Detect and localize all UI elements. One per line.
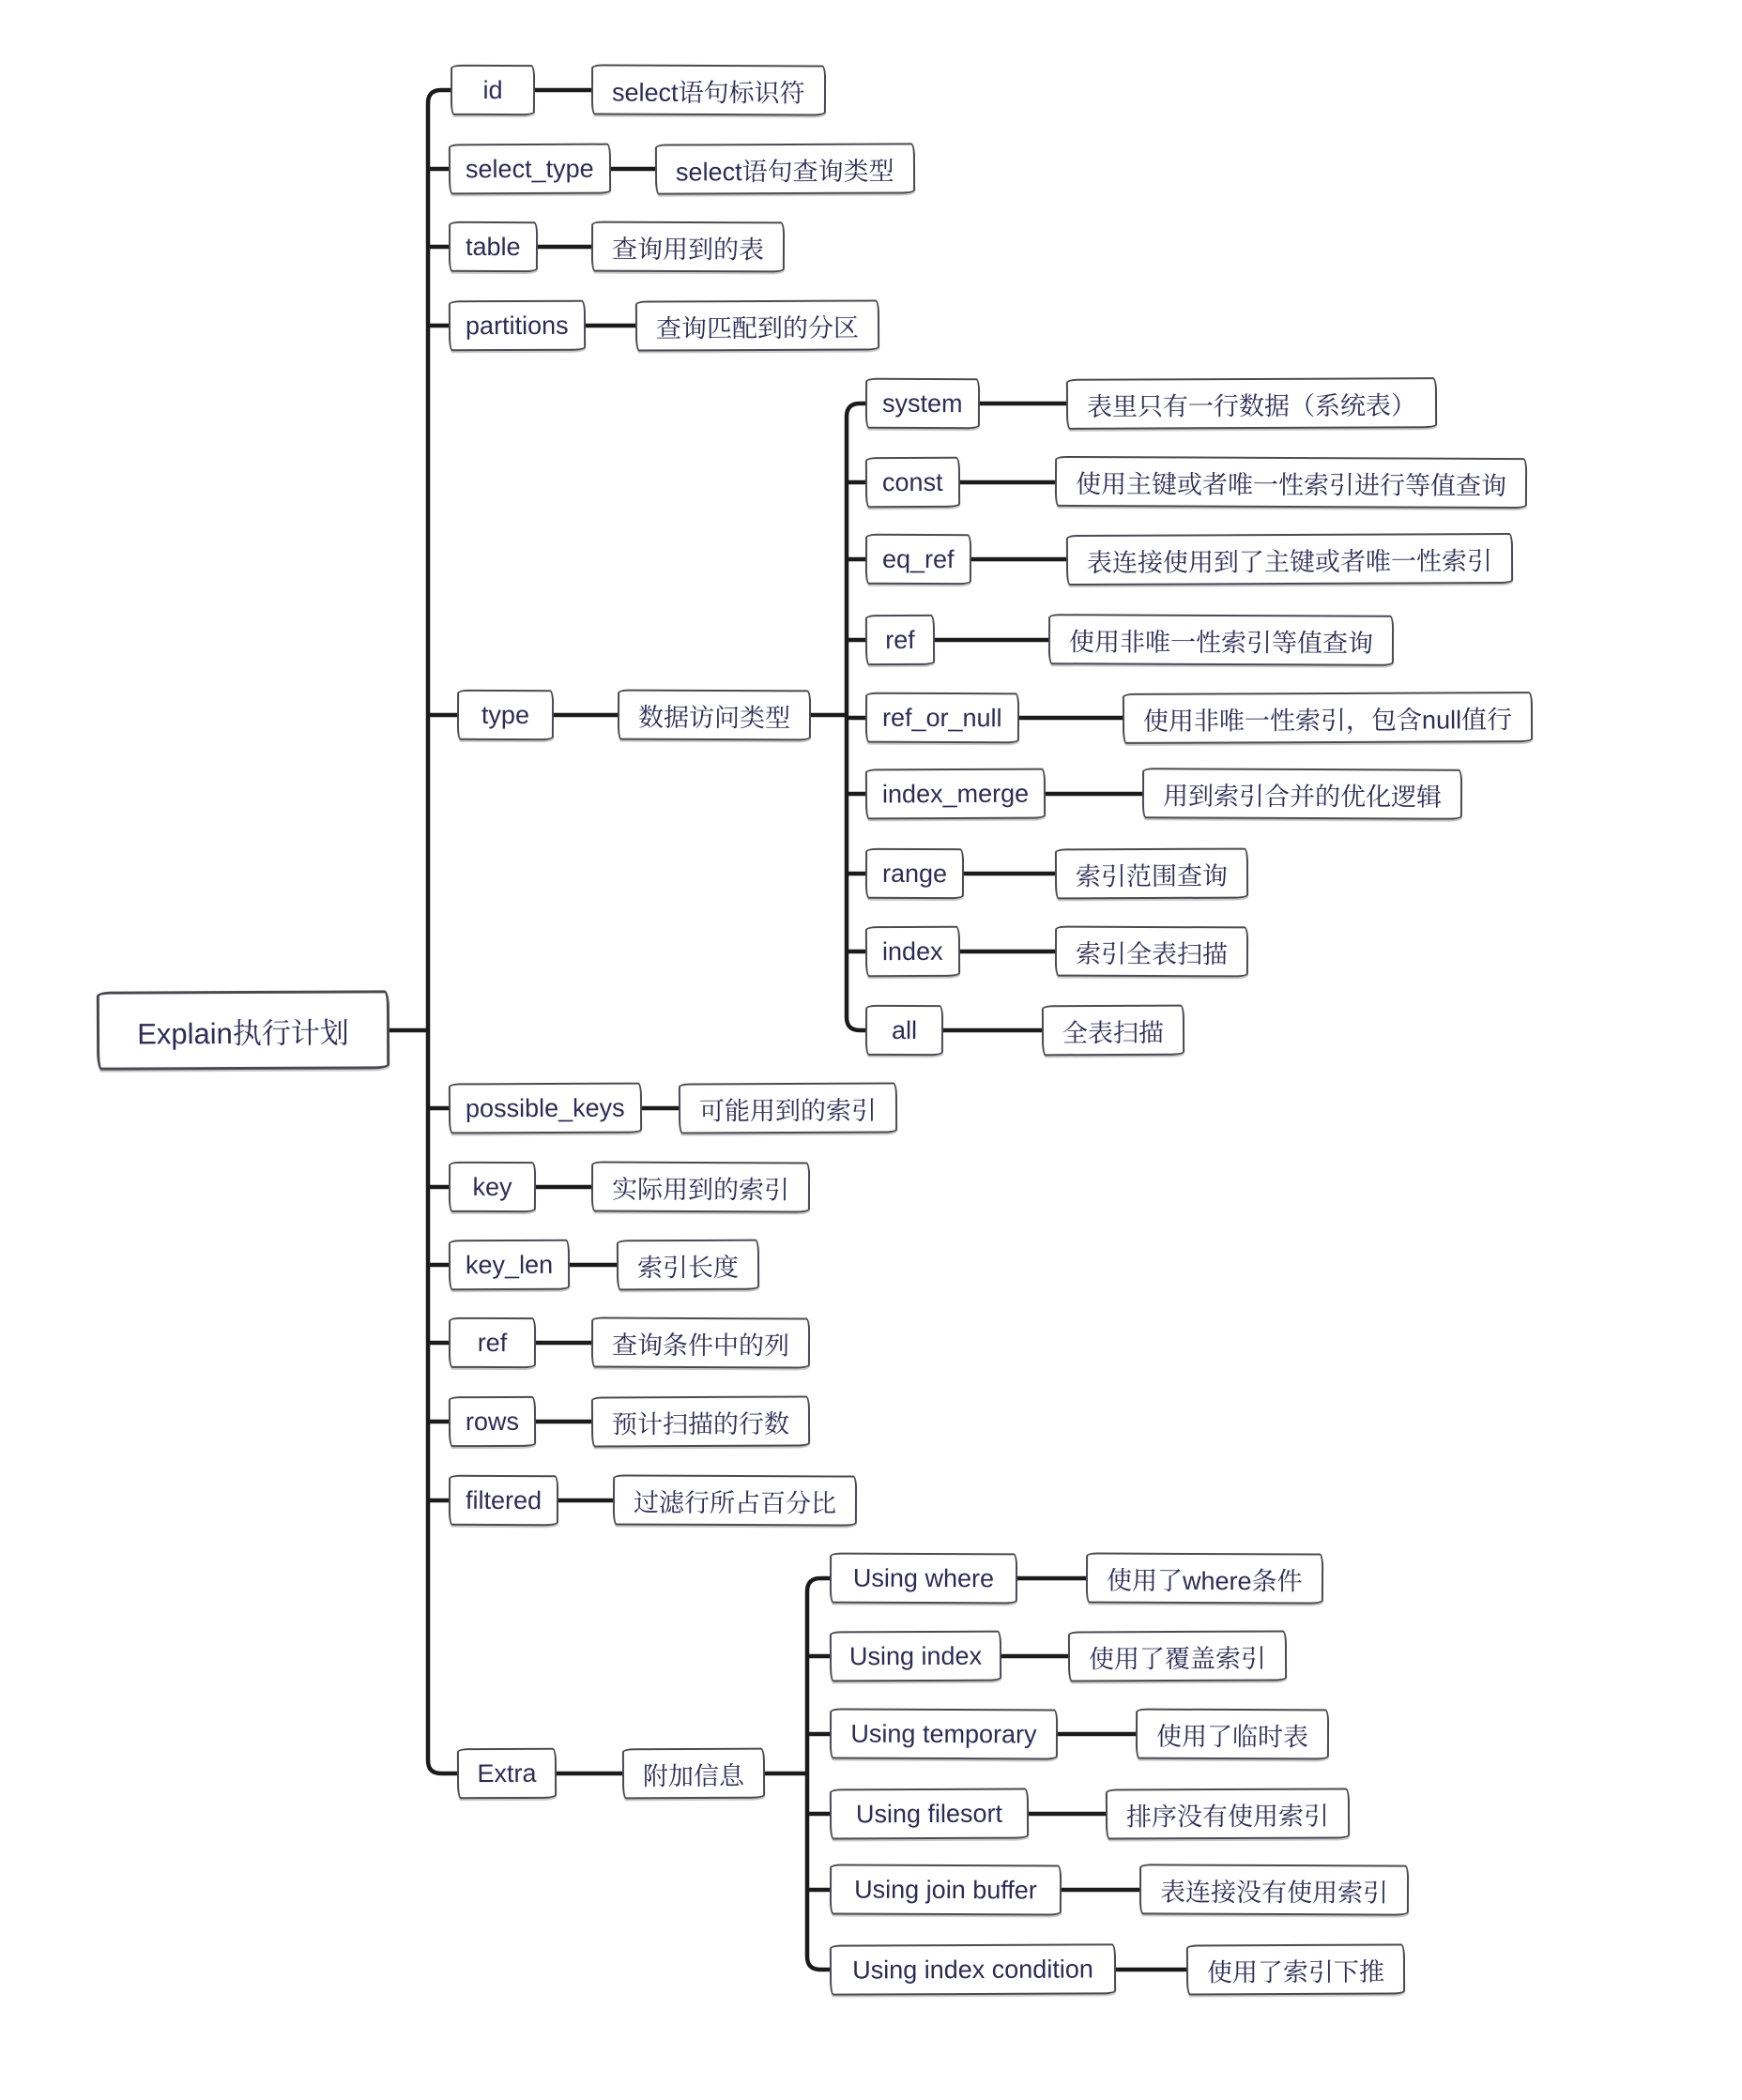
node-system[interactable]: system — [865, 378, 980, 430]
desc-rows[interactable]: 预计扫描的行数 — [591, 1395, 810, 1447]
desc-key-len[interactable]: 索引长度 — [617, 1240, 759, 1291]
node-index-merge[interactable]: index_merge — [865, 768, 1046, 820]
node-select-type[interactable]: select_type — [449, 144, 611, 195]
node-using-temporary[interactable]: Using temporary — [830, 1708, 1058, 1759]
node-ref-or-null[interactable]: ref_or_null — [865, 692, 1019, 744]
node-table[interactable]: table — [449, 221, 538, 272]
node-partitions[interactable]: partitions — [449, 300, 586, 352]
node-eq-ref[interactable]: eq_ref — [865, 534, 971, 585]
desc-select-type[interactable]: select语句查询类型 — [655, 143, 915, 194]
node-range[interactable]: range — [865, 848, 964, 899]
desc-possible-keys[interactable]: 可能用到的索引 — [679, 1082, 897, 1134]
desc-filtered[interactable]: 过滤行所占百分比 — [613, 1474, 857, 1526]
desc-using-index-condition[interactable]: 使用了索引下推 — [1186, 1943, 1405, 1995]
desc-all[interactable]: 全表扫描 — [1042, 1005, 1184, 1057]
node-filtered[interactable]: filtered — [449, 1475, 558, 1527]
desc-index[interactable]: 索引全表扫描 — [1055, 926, 1248, 978]
desc-ref[interactable]: 查询条件中的列 — [591, 1316, 810, 1368]
desc-range[interactable]: 索引范围查询 — [1055, 848, 1248, 900]
desc-eq-ref[interactable]: 表连接使用到了主键或者唯一性索引 — [1066, 533, 1513, 586]
desc-using-filesort[interactable]: 排序没有使用索引 — [1106, 1788, 1350, 1839]
node-using-index[interactable]: Using index — [830, 1631, 1001, 1682]
node-using-filesort[interactable]: Using filesort — [830, 1788, 1029, 1840]
node-extra[interactable]: Extra — [457, 1748, 557, 1799]
desc-key[interactable]: 实际用到的索引 — [591, 1161, 810, 1212]
desc-type-ref[interactable]: 使用非唯一性索引等值查询 — [1048, 614, 1394, 666]
node-type-ref[interactable]: ref — [865, 615, 935, 665]
node-using-index-condition[interactable]: Using index condition — [830, 1943, 1116, 1995]
desc-index-merge[interactable]: 用到索引合并的优化逻辑 — [1142, 768, 1462, 819]
desc-system[interactable]: 表里只有一行数据（系统表） — [1066, 377, 1437, 430]
node-ref[interactable]: ref — [449, 1317, 536, 1368]
desc-using-join-buffer[interactable]: 表连接没有使用索引 — [1139, 1864, 1409, 1915]
desc-using-temporary[interactable]: 使用了临时表 — [1136, 1709, 1329, 1760]
desc-extra[interactable]: 附加信息 — [622, 1748, 765, 1800]
node-using-where[interactable]: Using where — [830, 1553, 1017, 1605]
desc-ref-or-null[interactable]: 使用非唯一性索引，包含null值行 — [1123, 692, 1533, 744]
node-using-join-buffer[interactable]: Using join buffer — [830, 1864, 1062, 1915]
node-key-len[interactable]: key_len — [449, 1240, 570, 1291]
desc-using-where[interactable]: 使用了where条件 — [1086, 1552, 1323, 1604]
node-all[interactable]: all — [865, 1005, 943, 1056]
node-index[interactable]: index — [865, 926, 960, 977]
desc-const[interactable]: 使用主键或者唯一性索引进行等值查询 — [1055, 456, 1527, 509]
node-rows[interactable]: rows — [449, 1396, 536, 1447]
desc-table[interactable]: 查询用到的表 — [591, 221, 785, 273]
desc-partitions[interactable]: 查询匹配到的分区 — [635, 299, 879, 351]
node-key[interactable]: key — [449, 1162, 536, 1212]
desc-id[interactable]: select语句标识符 — [591, 64, 826, 115]
node-explain-root[interactable]: Explain执行计划 — [97, 990, 390, 1070]
node-id[interactable]: id — [451, 65, 535, 115]
desc-using-index[interactable]: 使用了覆盖索引 — [1068, 1630, 1287, 1682]
node-type[interactable]: type — [457, 690, 554, 740]
desc-type[interactable]: 数据访问类型 — [618, 690, 811, 741]
node-const[interactable]: const — [865, 457, 960, 508]
node-possible-keys[interactable]: possible_keys — [449, 1083, 642, 1134]
